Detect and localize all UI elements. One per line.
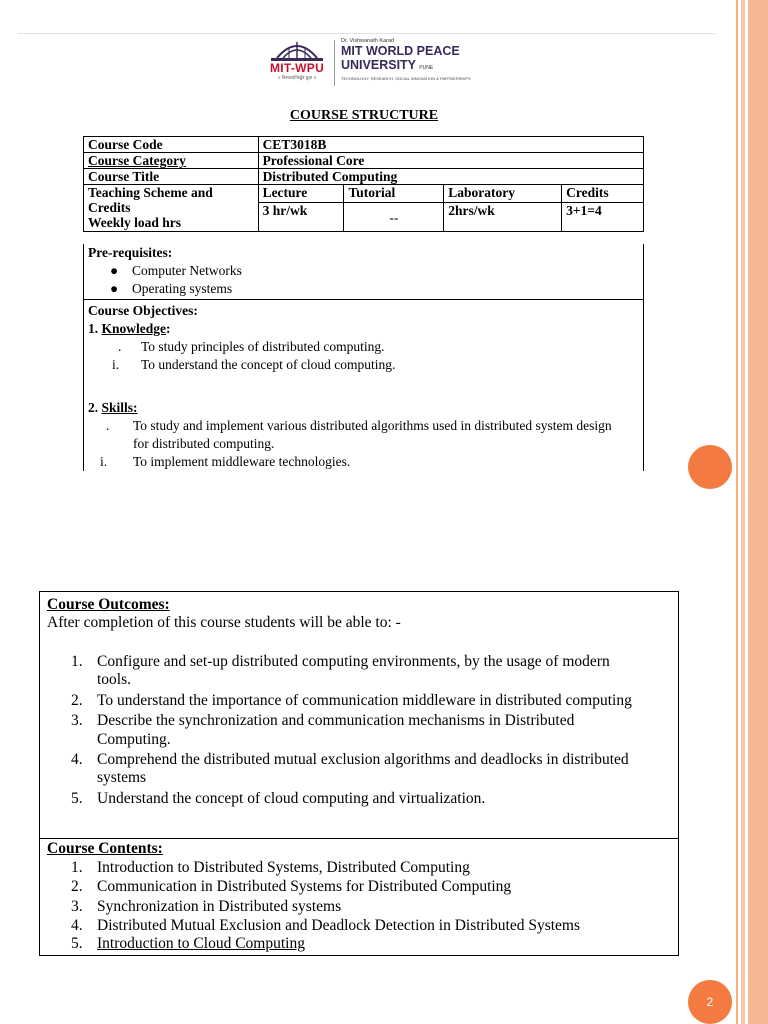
outcome-item: Configure and set-up distributed computing environments, by the usage of modern	[97, 653, 610, 670]
outcome-item-cont: tools.	[97, 671, 132, 688]
skills-item: To study and implement various distributed algorithms used in distributed system design	[133, 418, 612, 433]
outcome-item-cont: Computing.	[97, 731, 171, 748]
row-label: Course Category	[84, 153, 259, 169]
bullet-icon: ●	[110, 263, 119, 278]
outcomes-contents-box	[39, 591, 679, 956]
knowledge-label: Knowledge	[101, 321, 167, 336]
content-item: Synchronization in Distributed systems	[97, 898, 342, 915]
content-number: 2.	[71, 878, 83, 895]
prereq-heading: Pre-requisites:	[88, 245, 173, 260]
outcome-item: To understand the importance of communication middleware in distributed computing	[97, 692, 632, 709]
logo-city: PUNE	[419, 65, 434, 71]
content-number: 1.	[71, 859, 83, 876]
course-structure-table	[83, 136, 644, 232]
header-credits: Credits	[562, 185, 644, 203]
outcomes-intro: After completion of this course students will be able to: -	[47, 614, 401, 631]
logo-divider	[334, 40, 335, 86]
row-value: Distributed Computing	[258, 169, 643, 185]
outcome-number: 4.	[71, 751, 83, 768]
teaching-scheme-label	[84, 185, 259, 232]
list-marker: .	[106, 418, 110, 433]
logo-motto: TECHNOLOGY, RESEARCH, SOCIAL INNOVATION & PARTNERSHIPS	[341, 76, 471, 81]
decorative-stripe	[748, 0, 768, 1024]
knowledge-heading	[88, 321, 171, 337]
value-laboratory: 2hrs/wk	[444, 203, 562, 232]
bullet-icon: ●	[110, 281, 119, 296]
decorative-stripe	[741, 0, 745, 1024]
label-line: Credits	[88, 200, 131, 215]
header-laboratory: Laboratory	[444, 185, 562, 203]
prereq-item: Operating systems	[132, 281, 233, 296]
logo-text	[341, 38, 471, 81]
skills-heading	[88, 400, 138, 416]
value-credits: 3+1=4	[562, 203, 644, 232]
row-value: CET3018B	[258, 137, 643, 153]
knowledge-item: To understand the concept of cloud computing.	[141, 357, 396, 372]
list-marker: i.	[100, 454, 108, 469]
content-item: Introduction to Cloud Computing	[97, 935, 305, 952]
decorative-stripe	[736, 0, 738, 1024]
table-row	[84, 137, 644, 153]
skills-item-cont: for distributed computing.	[133, 436, 275, 451]
objectives-heading: Course Objectives:	[88, 303, 198, 318]
outcome-item: Describe the synchronization and communication mechanisms in Distributed	[97, 712, 575, 729]
skills-number: 2.	[88, 400, 99, 415]
page-number-text: 2	[706, 995, 714, 1009]
outcome-number: 3.	[71, 712, 83, 729]
table-row	[84, 169, 644, 185]
section-divider	[40, 838, 678, 839]
logo-tagline: ॥ विश्वशान्तिर्ध्रुवं ध्रुवा ॥	[277, 75, 317, 80]
outcome-number: 5.	[71, 790, 83, 807]
outcomes-heading: Course Outcomes:	[47, 596, 170, 613]
header-lecture: Lecture	[258, 185, 344, 203]
content-number: 3.	[71, 898, 83, 915]
dome-icon	[267, 38, 327, 62]
logo-wordmark: MIT-WPU	[269, 61, 325, 75]
label-line: Weekly load hrs	[88, 215, 182, 230]
content-item: Communication in Distributed Systems for Distributed Computing	[97, 878, 512, 895]
skills-item: To implement middleware technologies.	[133, 454, 351, 469]
outcome-number: 2.	[71, 692, 83, 709]
label-line: Teaching Scheme and	[88, 185, 213, 200]
value-lecture: 3 hr/wk	[258, 203, 344, 232]
section-divider	[84, 299, 643, 300]
outcome-item-cont: systems	[97, 769, 147, 786]
decorative-circle	[688, 445, 732, 489]
knowledge-item: To study principles of distributed computing.	[141, 339, 385, 354]
table-row	[84, 153, 644, 169]
value-tutorial: --	[344, 203, 444, 232]
row-value: Professional Core	[258, 153, 643, 169]
prereq-item: Computer Networks	[132, 263, 242, 278]
university-logo	[262, 38, 492, 90]
logo-name-line1: MIT WORLD PEACE	[341, 44, 460, 58]
logo-emblem	[262, 38, 332, 81]
contents-heading: Course Contents:	[47, 840, 163, 857]
list-marker: i.	[112, 357, 120, 372]
table-row	[84, 185, 644, 203]
header-tutorial: Tutorial	[344, 185, 444, 203]
page-number	[688, 980, 732, 1024]
page-title: COURSE STRUCTURE	[289, 108, 439, 123]
content-item: Introduction to Distributed Systems, Distributed Computing	[97, 859, 470, 876]
knowledge-suffix: :	[166, 321, 171, 336]
content-item: Distributed Mutual Exclusion and Deadlock Detection in Distributed Systems	[97, 917, 581, 934]
row-label: Course Code	[84, 137, 259, 153]
outcome-number: 1.	[71, 653, 83, 670]
header-rule	[18, 33, 715, 34]
logo-small-line: Dr. Vishwanath Karad	[341, 38, 395, 44]
row-label: Course Title	[84, 169, 259, 185]
skills-label: Skills:	[101, 400, 138, 415]
outcome-item: Understand the concept of cloud computing and virtualization.	[97, 790, 486, 807]
content-number: 5.	[71, 935, 83, 952]
logo-name-line2: UNIVERSITY	[341, 58, 416, 72]
list-marker: .	[118, 339, 122, 354]
prereq-objectives-box	[83, 244, 644, 471]
content-number: 4.	[71, 917, 83, 934]
knowledge-number: 1.	[88, 321, 99, 336]
outcome-item: Comprehend the distributed mutual exclusion algorithms and deadlocks in distributed	[97, 751, 629, 768]
